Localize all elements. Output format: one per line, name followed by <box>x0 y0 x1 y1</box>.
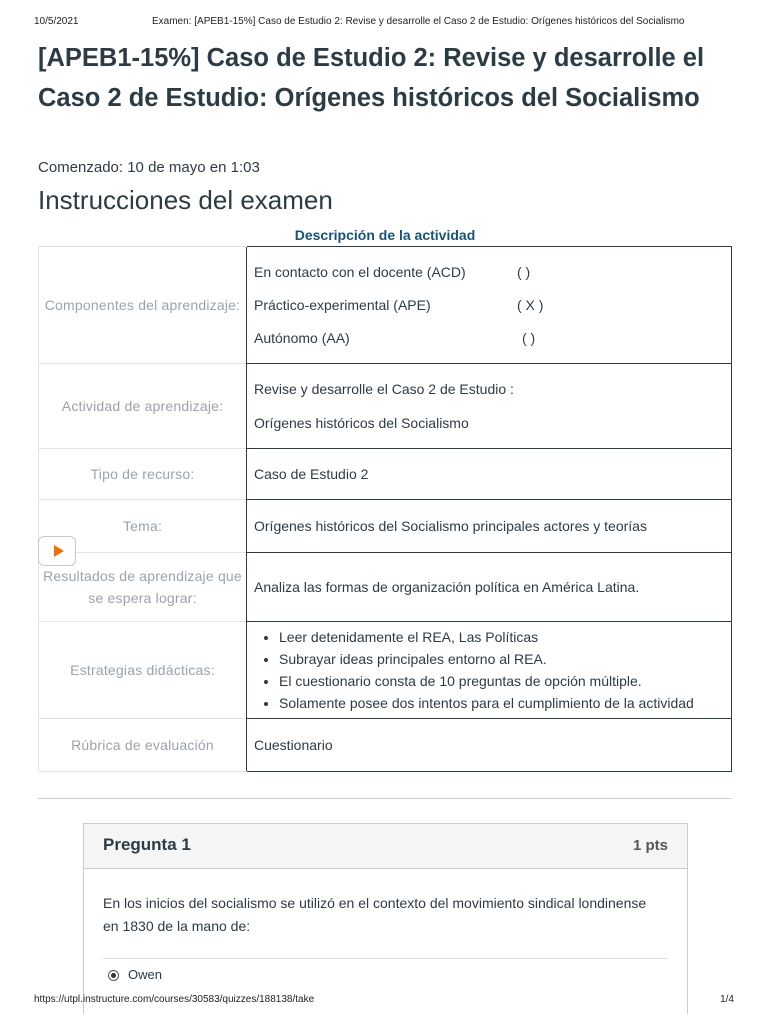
radio-button[interactable] <box>108 970 119 981</box>
print-page-title: Examen: [APEB1-15%] Caso de Estudio 2: Revise y desarrolle el Caso 2 de Estudio: Orígenes históricos del Socialismo <box>152 16 685 27</box>
play-icon <box>54 545 64 557</box>
component-aa-mark: ( ) <box>522 329 536 346</box>
activity-line-1: Revise y desarrolle el Caso 2 de Estudio : <box>254 381 514 397</box>
radio-selected-dot <box>111 973 116 978</box>
topic-label: Tema: <box>39 500 247 553</box>
answer-label: Owen <box>128 967 162 982</box>
list-item: • El cuestionario consta de 10 preguntas de opción múltiple. <box>279 670 731 692</box>
table-row-rubric <box>39 719 732 772</box>
strategies-list <box>254 626 731 714</box>
component-aa-text: Autónomo (AA) <box>254 329 350 346</box>
component-ape-mark: ( X ) <box>517 296 544 313</box>
question-card <box>83 823 688 1014</box>
print-footer <box>34 994 734 1008</box>
print-url: https://utpl.instructure.com/courses/30583/quizzes/188138/take <box>34 994 315 1005</box>
table-row-resource <box>39 449 732 500</box>
component-acd-mark: ( ) <box>517 263 531 280</box>
list-item: • Subrayar ideas principales entorno al REA. <box>279 648 731 670</box>
question-header <box>84 824 687 869</box>
component-acd <box>254 256 731 289</box>
components-label: Componentes del aprendizaje: <box>39 247 247 364</box>
list-item: • Leer detenidamente el REA, Las Políticas <box>279 626 731 648</box>
strategies-label: Estrategias didácticas: <box>39 622 247 719</box>
component-aa <box>254 322 731 355</box>
media-play-button[interactable] <box>38 536 76 566</box>
table-row-topic <box>39 500 732 553</box>
table-row-components <box>39 247 732 364</box>
print-date: 10/5/2021 <box>34 16 79 27</box>
component-acd-text: En contacto con el docente (ACD) <box>254 263 466 280</box>
rubric-label: Rúbrica de evaluación <box>39 719 247 772</box>
component-ape <box>254 289 731 322</box>
question-text: En los inicios del socialismo se utilizó en el contexto del movimiento sindical londinense en 1830 de la mano de: <box>103 895 647 934</box>
table-row-outcomes <box>39 553 732 622</box>
rubric-value: Cuestionario <box>247 719 732 772</box>
components-value <box>247 247 732 364</box>
answer-divider <box>103 958 668 959</box>
topic-value: Orígenes históricos del Socialismo principales actores y teorías <box>247 500 732 553</box>
quiz-started-time: Comenzado: 10 de mayo en 1:03 <box>38 159 260 176</box>
print-page-count: 1/4 <box>720 994 734 1005</box>
activity-line-2: Orígenes históricos del Socialismo <box>254 415 469 431</box>
section-divider <box>38 798 732 799</box>
activity-description-table <box>38 246 732 772</box>
resource-value: Caso de Estudio 2 <box>247 449 732 500</box>
quiz-title: [APEB1-15%] Caso de Estudio 2: Revise y desarrolle el Caso 2 de Estudio: Orígenes históricos del Socialismo <box>38 44 705 112</box>
resource-label: Tipo de recurso: <box>39 449 247 500</box>
strategies-value <box>247 622 732 719</box>
list-item: • Solamente posee dos intentos para el cumplimiento de la actividad <box>279 692 731 714</box>
activity-label: Actividad de aprendizaje: <box>39 364 247 449</box>
activity-table-caption: Descripción de la actividad <box>294 227 476 243</box>
table-row-activity <box>39 364 732 449</box>
question-title: Pregunta 1 <box>103 835 191 854</box>
activity-value <box>247 364 732 449</box>
outcomes-label: Resultados de aprendizaje que se espera lograr: <box>39 553 247 622</box>
question-points: 1 pts <box>632 837 668 854</box>
table-row-strategies <box>39 622 732 719</box>
component-ape-text: Práctico-experimental (APE) <box>254 296 431 313</box>
outcomes-value: Analiza las formas de organización política en América Latina. <box>247 553 732 622</box>
instructions-heading: Instrucciones del examen <box>38 185 333 215</box>
print-header <box>34 16 734 30</box>
